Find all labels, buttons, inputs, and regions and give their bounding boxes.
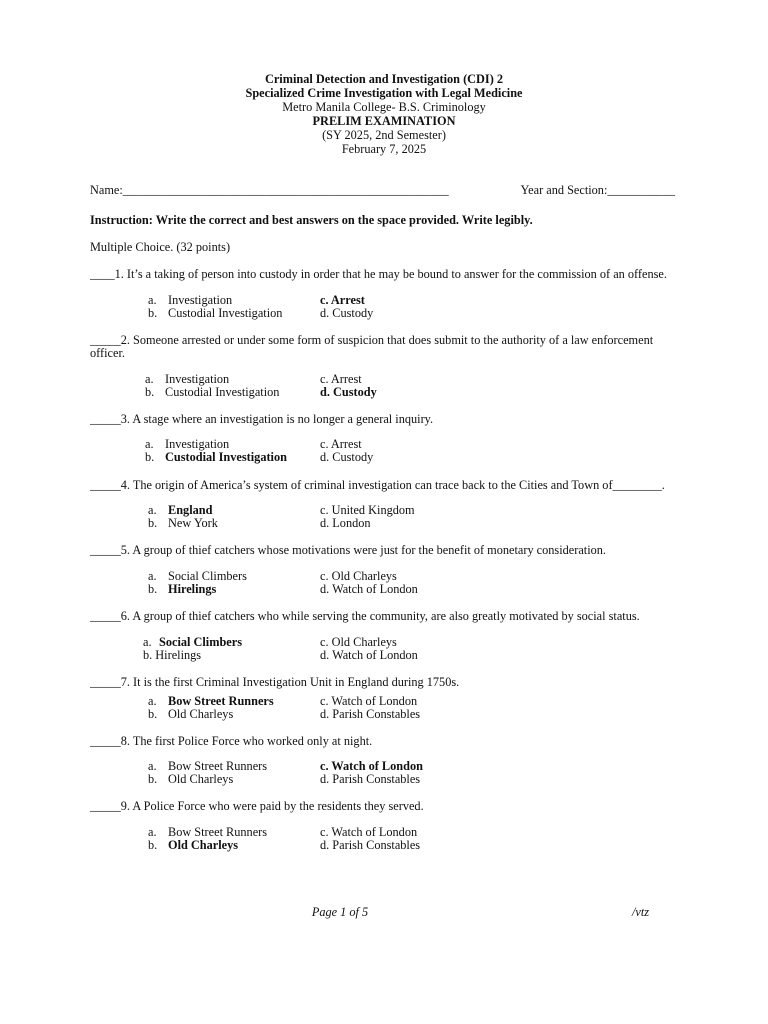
question-9	[90, 800, 675, 813]
question-stem: _____4. The origin of America’s system of criminal investigation can trace back to the Cities and Town of________.	[90, 478, 665, 492]
option-letter: a.	[148, 503, 157, 517]
question-8	[90, 735, 675, 748]
option-b	[148, 517, 218, 530]
option-text: England	[168, 503, 213, 517]
option-letter: b.	[148, 838, 158, 852]
option-c: c. Watch of London	[320, 825, 418, 839]
option-text: Social Climbers	[159, 635, 242, 649]
option-text: Old Charleys	[168, 772, 234, 786]
question-5	[90, 544, 675, 557]
question-stem: _____6. A group of thief catchers who while serving the community, are also greatly motivated by social status.	[90, 609, 640, 623]
option-b	[148, 583, 216, 596]
school-program: Metro Manila College- B.S. Criminology	[282, 100, 486, 114]
option-c: c. Watch of London	[320, 759, 423, 773]
question-6	[90, 610, 675, 623]
option-d: d. Parish Constables	[320, 838, 421, 852]
question-stem: _____7. It is the first Criminal Investigation Unit in England during 1750s.	[90, 675, 460, 689]
option-c: c. Old Charleys	[320, 569, 397, 583]
question-1	[90, 268, 675, 281]
option-text: Custodial Investigation	[165, 385, 280, 399]
question-stem: _____2. Someone arrested or under some form of suspicion that does submit to the authority of a law enforcement officer.	[90, 333, 654, 360]
option-letter: a.	[145, 372, 154, 386]
exam-date: February 7, 2025	[341, 142, 427, 156]
option-text: Custodial Investigation	[168, 306, 283, 320]
author-initials: /vtz	[632, 905, 650, 919]
option-letter: b.	[148, 306, 158, 320]
question-7	[90, 676, 675, 689]
option-c: c. Old Charleys	[320, 635, 397, 649]
option-b	[148, 839, 238, 852]
option-c: c. Arrest	[320, 437, 362, 451]
option-text: Custodial Investigation	[165, 450, 287, 464]
option-text: Bow Street Runners	[168, 694, 274, 708]
course-title: Criminal Detection and Investigation (CDI) 2	[264, 72, 504, 86]
question-stem: ____1. It’s a taking of person into custody in order that he may be bound to answer for the commission of an offense.	[90, 267, 667, 281]
option-letter: b.	[145, 450, 155, 464]
option-c: c. Watch of London	[320, 694, 418, 708]
question-4	[90, 479, 675, 492]
option-d: d. Custody	[320, 385, 377, 399]
option-c: c. Arrest	[320, 293, 365, 307]
option-letter: b.	[148, 516, 158, 530]
year-section-field[interactable]: Year and Section:___________	[520, 183, 675, 197]
option-b	[148, 307, 282, 320]
exam-header	[0, 72, 768, 156]
option-letter: b.	[148, 582, 158, 596]
question-3	[90, 413, 675, 426]
option-b	[145, 451, 287, 464]
question-stem: _____8. The first Police Force who worked only at night.	[90, 734, 373, 748]
option-letter: a.	[143, 635, 152, 649]
option-letter: a.	[148, 569, 157, 583]
option-letter: a.	[145, 437, 154, 451]
option-text: Investigation	[165, 372, 230, 386]
question-2	[90, 334, 675, 360]
option-c: c. Arrest	[320, 372, 362, 386]
option-letter: a.	[148, 694, 157, 708]
option-b	[148, 773, 233, 786]
option-d: d. Parish Constables	[320, 772, 421, 786]
option-d: d. Watch of London	[320, 582, 418, 596]
name-field[interactable]: Name:_____________________________________________________	[90, 183, 449, 197]
option-d: d. London	[320, 516, 371, 530]
instruction: Instruction: Write the correct and best answers on the space provided. Write legibly.	[90, 213, 533, 227]
option-letter: a.	[148, 293, 157, 307]
option-letter: a.	[148, 759, 157, 773]
question-stem: _____5. A group of thief catchers whose motivations were just for the benefit of monetary consideration.	[90, 543, 606, 557]
course-subtitle: Specialized Crime Investigation with Legal Medicine	[245, 86, 523, 100]
section-title: Multiple Choice. (32 points)	[90, 240, 231, 254]
option-text: Bow Street Runners	[168, 759, 268, 773]
option-letter: a.	[148, 825, 157, 839]
option-text: Bow Street Runners	[168, 825, 268, 839]
name-row	[90, 184, 675, 197]
option-text: New York	[168, 516, 218, 530]
option-c: c. United Kingdom	[320, 503, 415, 517]
option-letter: b.	[148, 707, 158, 721]
exam-title: PRELIM EXAMINATION	[312, 114, 456, 128]
option-b	[145, 386, 279, 399]
option-letter: b.	[145, 385, 155, 399]
question-stem: _____9. A Police Force who were paid by the residents they served.	[90, 799, 424, 813]
option-letter: b.	[148, 772, 158, 786]
option-d: d. Custody	[320, 450, 374, 464]
school-year: (SY 2025, 2nd Semester)	[322, 128, 446, 142]
option-text: Old Charleys	[168, 707, 234, 721]
question-stem: _____3. A stage where an investigation is no longer a general inquiry.	[90, 412, 434, 426]
option-b: b. Hirelings	[143, 648, 202, 662]
option-text: Social Climbers	[168, 569, 247, 583]
option-b	[148, 708, 233, 721]
page-number: Page 1 of 5	[311, 905, 369, 919]
option-text: Old Charleys	[168, 838, 239, 852]
option-text: Hirelings	[168, 582, 217, 596]
option-d: d. Watch of London	[320, 648, 418, 662]
option-d: d. Parish Constables	[320, 707, 421, 721]
option-d: d. Custody	[320, 306, 374, 320]
option-text: Investigation	[165, 437, 230, 451]
option-text: Investigation	[168, 293, 233, 307]
